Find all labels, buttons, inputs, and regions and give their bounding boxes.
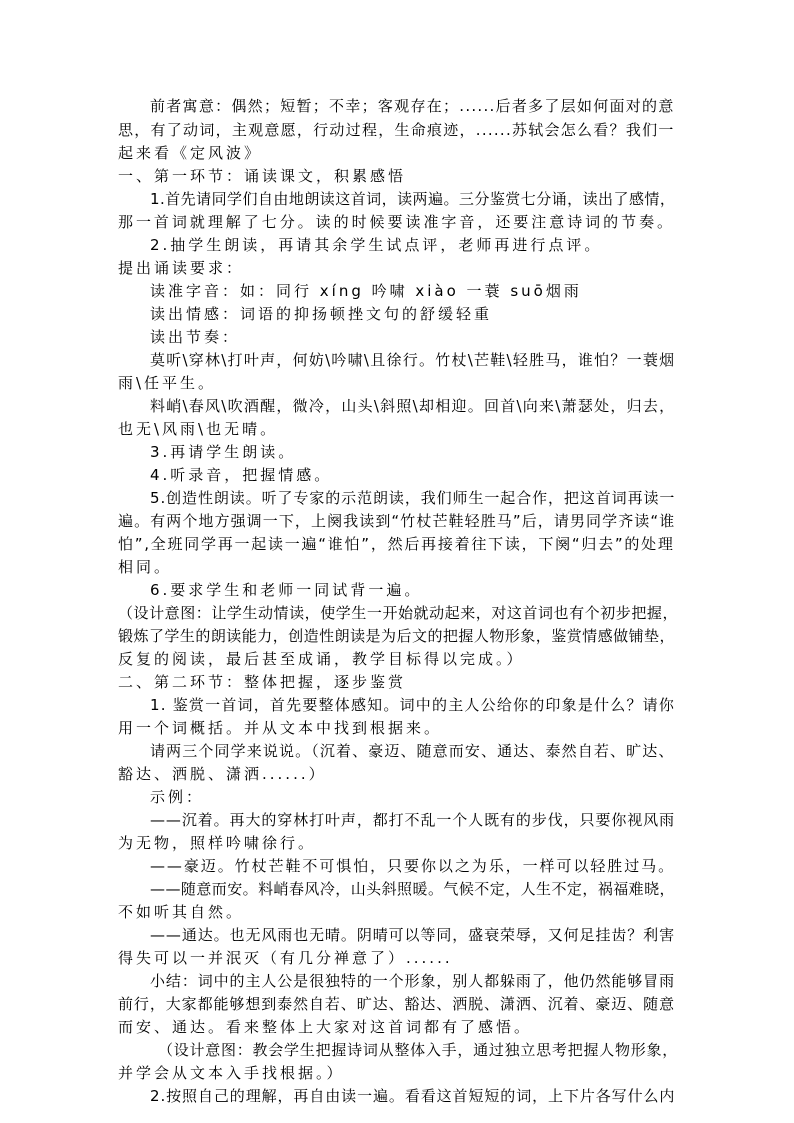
- text-line: 2.按照自己的理解，再自由读一遍。看看这首短短的词，上下片各写什么内: [150, 1087, 676, 1105]
- text-line: ——沉着。再大的穿林打叶声，都打不乱一个人既有的步伐，只要你视风雨: [150, 811, 676, 829]
- text-line: 反复的阅读，最后甚至成诵，教学目标得以完成。）: [118, 650, 525, 668]
- text-line: 1.首先请同学们自由地朗读这首词，读两遍。三分鉴赏七分诵，读出了感情，: [150, 190, 676, 208]
- poem-line: 雨\任平生。: [118, 374, 217, 392]
- poem-line: 莫听\穿林\打叶声，何妨\吟啸\且徐行。竹杖\芒鞋\轻胜马，谁怕？一蓑烟: [150, 351, 676, 369]
- text-line: 前者寓意：偶然；短暂；不幸；客观存在；......后者多了层如何面对的意: [150, 97, 675, 115]
- text-line: 前行，大家都能够想到泰然自若、旷达、豁达、洒脱、潇洒、沉着、豪迈、随意: [118, 995, 676, 1013]
- text-line: 思，有了动词，主观意愿，行动过程，生命痕迹，......苏轼会怎么看？我们一: [118, 121, 675, 139]
- text-line: 豁达、洒脱、潇洒......）: [118, 765, 327, 783]
- text-line: 得失可以一并泯灭（有几分禅意了）......: [118, 949, 453, 967]
- text-line: 2.抽学生朗读，再请其余学生试点评，老师再进行点评。: [150, 236, 603, 254]
- text-line: ——随意而安。料峭春风冷，山头斜照暖。气候不定，人生不定，祸福难晓，: [150, 880, 676, 898]
- text-line: 而安、通达。看来整体上大家对这首词都有了感悟。: [118, 1018, 533, 1036]
- text-line: 请两三个同学来说说。（沉着、豪迈、随意而安、通达、泰然自若、旷达、: [150, 742, 675, 760]
- text-line: 遍。有两个地方强调一下，上阕我读到“竹杖芒鞋轻胜马”后，请男同学齐读“谁: [118, 512, 676, 530]
- text-line: 锻炼了学生的朗读能力，创造性朗读是为后文的把握人物形象，鉴赏情感做铺垫，: [118, 627, 676, 645]
- text-line: 1. 鉴赏一首词，首先要整体感知。词中的主人公给你的印象是什么？请你: [150, 696, 676, 714]
- text-line: 4.听录音，把握情感。: [150, 466, 333, 484]
- text-line: 小结：词中的主人公是很独特的一个形象，别人都躲雨了，他仍然能够冒雨: [150, 972, 676, 990]
- text-line: 起来看《定风波》: [118, 144, 263, 162]
- text-line: （设计意图：让学生动情读，使学生一开始就动起来，对这首词也有个初步把握，: [118, 604, 679, 622]
- text-line: 怕”,全班同学再一起读一遍“谁怕”，然后再接着往下读，下阕“归去”的处理: [118, 535, 675, 553]
- text-line: ——豪迈。竹杖芒鞋不可惧怕，只要你以之为乐，一样可以轻胜过马。: [150, 857, 676, 875]
- text-line: 用一个词概括。并从文本中找到根据来。: [118, 719, 443, 737]
- text-line: ——通达。也无风雨也无晴。阴晴可以等同，盛衰荣辱，又何足挂齿？利害: [150, 926, 676, 944]
- section-heading: 二、第二环节：整体把握，逐步鉴赏: [118, 673, 407, 691]
- text-line: 5.创造性朗读。听了专家的示范朗读，我们师生一起合作，把这首词再读一: [150, 489, 676, 507]
- section-heading: 一、第一环节：诵读课文，积累感悟: [118, 167, 407, 185]
- text-line: 读出节奏：: [150, 328, 241, 346]
- text-line: 示例：: [150, 788, 205, 806]
- poem-line: 也无\风雨\也无晴。: [118, 420, 279, 438]
- text-line: 不如听其自然。: [118, 903, 245, 921]
- text-line: （设计意图：教会学生把握诗词从整体入手，通过独立思考把握人物形象，: [158, 1041, 679, 1059]
- text-line: 读准字音：如：同行 xíng 吟啸 xiào 一蓑 suō烟雨: [150, 282, 582, 300]
- text-line: 为无物，照样吟啸徐行。: [118, 834, 317, 852]
- text-line: 提出诵读要求：: [118, 259, 245, 277]
- poem-line: 料峭\春风\吹酒醒，微冷，山头\斜照\却相迎。回首\向来\萧瑟处，归去，: [150, 397, 676, 415]
- text-line: 读出情感：词语的抑扬顿挫文句的舒缓轻重: [150, 305, 493, 323]
- text-line: 那一首词就理解了七分。读的时候要读准字音，还要注意诗词的节奏。: [118, 213, 676, 231]
- text-line: 并学会从文本入手找根据。）: [118, 1064, 345, 1082]
- text-line: 3.再请学生朗读。: [150, 443, 297, 461]
- text-line: 相同。: [118, 558, 173, 576]
- text-line: 6.要求学生和老师一同试背一遍。: [150, 581, 423, 599]
